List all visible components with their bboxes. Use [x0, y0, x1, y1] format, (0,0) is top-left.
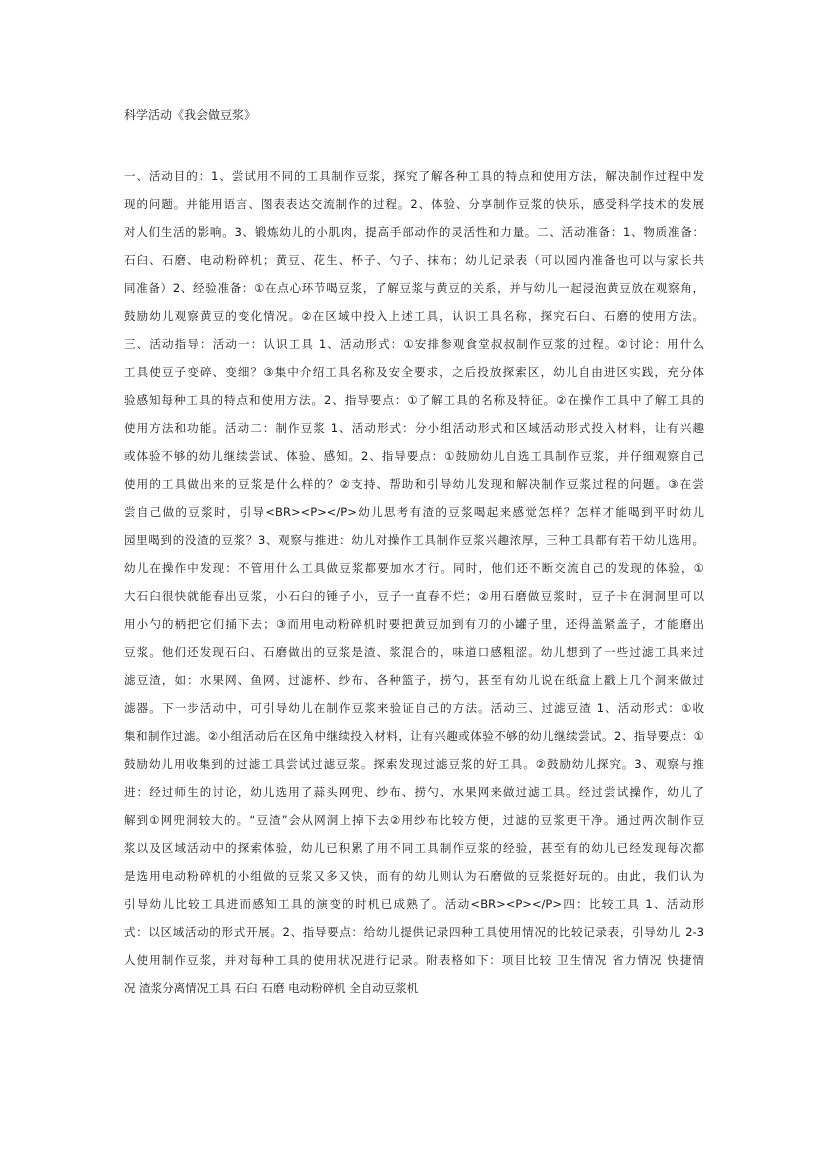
body-line: 尝自己做的豆浆时，引导<BR><P></P>幼儿思考有渣的豆浆喝起来感觉怎样？怎样才能喝到平时幼儿	[124, 505, 704, 519]
body-line: 工具使豆子变碎、变细？③集中介绍工具名称及安全要求，之后投放探索区，幼儿自由进区实践，充分体	[124, 365, 704, 379]
body-line: 三、活动指导：活动一：认识工具 1、活动形式：①安排参观食堂叔叔制作豆浆的过程。②讨论：用什么	[124, 337, 704, 351]
body-line: 集和制作过滤。②小组活动后在区角中继续投入材料，让有兴趣或体验不够的幼儿继续尝试。2、指导要点：①	[124, 729, 704, 743]
body-line: 同准备）2、经验准备：①在点心环节喝豆浆，了解豆浆与黄豆的关系，并与幼儿一起浸泡黄豆放在观察角，	[124, 281, 704, 295]
body-line: 使用方法和功能。活动二：制作豆浆 1、活动形式：分小组活动形式和区域活动形式投入材料，让有兴趣	[124, 421, 704, 435]
body-line: 进：经过师生的讨论，幼儿选用了蒜头网兜、纱布、捞勺、水果网来做过滤工具。经过尝试操作，幼儿了	[124, 785, 704, 799]
document-title: 科学活动《我会做豆浆》	[124, 108, 257, 122]
body-line: 石臼、石磨、电动粉碎机；黄豆、花生、杯子、勺子、抹布；幼儿记录表（可以园内准备也可以与家长共	[124, 253, 704, 267]
body-line: 人使用制作豆浆，并对每种工具的使用状况进行记录。附表格如下：项目比较 卫生情况 省力情况 快捷情	[124, 953, 704, 967]
body-line: 或体验不够的幼儿继续尝试、体验、感知。2、指导要点：①鼓励幼儿自选工具制作豆浆，并仔细观察自己	[124, 449, 704, 463]
body-line: 豆浆。他们还发现石臼、石磨做出的豆浆是渣、浆混合的，味道口感粗涩。幼儿想到了一些过滤工具来过	[124, 645, 704, 659]
body-line: 鼓励幼儿观察黄豆的变化情况。②在区域中投入上述工具，认识工具名称，探究石臼、石磨的使用方法。	[124, 309, 704, 323]
body-line: 现的问题。并能用语言、图表表达交流制作的过程。2、体验、分享制作豆浆的快乐，感受科学技术的发展	[124, 197, 704, 211]
body-line: 鼓励幼儿用收集到的过滤工具尝试过滤豆浆。探索发现过滤豆浆的好工具。②鼓励幼儿探究。3、观察与推	[124, 757, 704, 771]
body-line: 况 渣浆分离情况工具 石臼 石磨 电动粉碎机 全自动豆浆机	[124, 981, 419, 995]
body-line: 是选用电动粉碎机的小组做的豆浆又多又快，而有的幼儿则认为石磨做的豆浆挺好玩的。由此，我们认为	[124, 869, 704, 883]
body-line: 浆以及区域活动中的探索体验，幼儿已积累了用不同工具制作豆浆的经验，甚至有的幼儿已经发现每次都	[124, 841, 704, 855]
body-line: 大石臼很快就能春出豆浆，小石臼的锤子小，豆子一直春不烂；②用石磨做豆浆时，豆子卡在洞洞里可以	[124, 589, 704, 603]
body-line: 对人们生活的影响。3、锻炼幼儿的小肌肉，提高手部动作的灵活性和力量。二、活动准备：1、物质准备：	[124, 225, 704, 239]
body-line: 滤器。下一步活动中，可引导幼儿在制作豆浆来验证自己的方法。活动三、过滤豆渣 1、活动形式：①收	[124, 701, 704, 715]
body-line: 园里喝到的没渣的豆浆？3、观察与推进：幼儿对操作工具制作豆浆兴趣浓厚，三种工具都有若干幼儿选用。	[124, 533, 704, 547]
document-body	[124, 162, 704, 1002]
body-line: 幼儿在操作中发现：不管用什么工具做豆浆都要加水才行。同时，他们还不断交流自己的发现的体验，①	[124, 561, 704, 575]
body-line: 一、活动目的：1、尝试用不同的工具制作豆浆，探究了解各种工具的特点和使用方法，解决制作过程中发	[124, 169, 704, 183]
body-line: 解到①网兜洞较大的。“豆渣”会从网洞上掉下去②用纱布比较方便，过滤的豆浆更干净。通过两次制作豆	[124, 813, 704, 827]
body-line: 滤豆渣，如：水果网、鱼网、过滤杯、纱布、各种篮子，捞勺，甚至有幼儿说在纸盒上戳上几个洞来做过	[124, 673, 704, 687]
body-line: 使用的工具做出来的豆浆是什么样的？②支持、帮助和引导幼儿发现和解决制作豆浆过程的问题。③在尝	[124, 477, 704, 491]
body-line: 用小勺的柄把它们捅下去；③而用电动粉碎机时要把黄豆加到有刀的小罐子里，还得盖紧盖子，才能磨出	[124, 617, 704, 631]
body-line: 式：以区域活动的形式开展。2、指导要点：给幼儿提供记录四种工具使用情况的比较记录表，引导幼儿 2-3	[124, 925, 704, 939]
body-line: 验感知每种工具的特点和使用方法。2、指导要点：①了解工具的名称及特征。②在操作工具中了解工具的	[124, 393, 704, 407]
body-line: 引导幼儿比较工具进而感知工具的演变的时机已成熟了。活动<BR><P></P>四：比较工具 1、活动形	[124, 897, 704, 911]
